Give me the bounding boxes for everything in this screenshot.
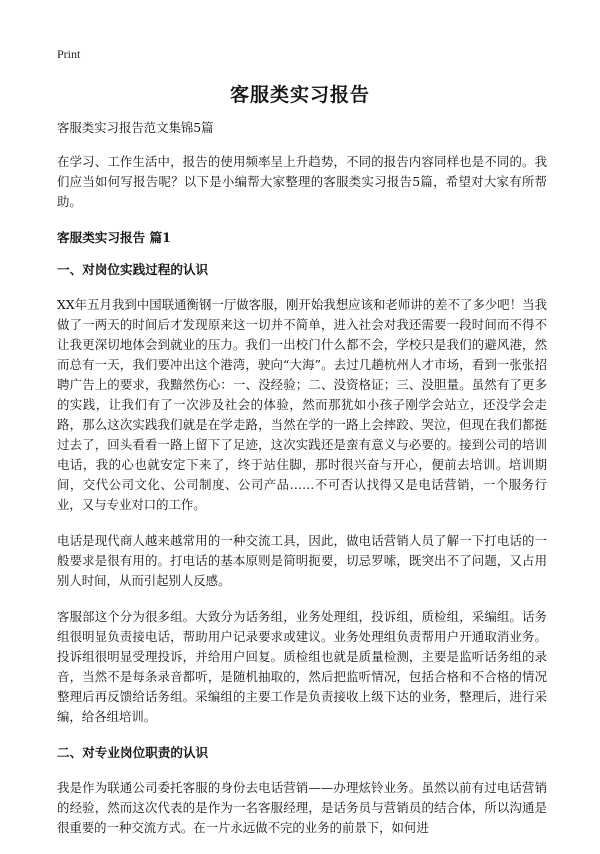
paragraph-duties: 我是作为联通公司委托客服的身份去电话营销——办理炫铃业务。虽然以前有过电话营销的经验，然而这次代表的是作为一名客服经理，是话务员与营销员的结合体，所以沟通是很重要的一种交流方式。在一片永远做不完的业务的前景下，如何进 — [57, 780, 547, 835]
heading-job-practice: 一、对岗位实践过程的认识 — [57, 262, 209, 277]
document-body — [57, 118, 547, 854]
page-title: 客服类实习报告 — [229, 84, 370, 106]
paragraph-departments: 客服部这个分为很多组。大致分为话务组，业务处理组，投诉组，质检组，采编组。话务组很明显负责接电话，帮助用户记录要求或建议。业务处理组负责帮用户开通取消业务。投诉组很明显受理投诉，并给用户回复。质检组也就是质量检测，主要是监听话务组的录音，当然不是每条录音都听，是随机抽取的，然后把监听情况，包括合格和不合格的情况整理后再反馈给话务组。采编组的主要工作是负责接收上级下达的业务，整理后，进行采编，给各组培训。 — [57, 609, 547, 724]
section-title: 客服类实习报告 篇1 — [57, 230, 171, 245]
intro-paragraph: 在学习、工作生活中，报告的使用频率呈上升趋势，不同的报告内容同样也是不同的。我们应当如何写报告呢？以下是小编帮大家整理的客服类实习报告5篇，希望对大家有所帮助。 — [57, 154, 547, 209]
heading-job-duties: 二、对专业岗位职责的认识 — [57, 745, 209, 760]
paragraph-experience: XX年五月我到中国联通衡钢一厅做客服，刚开始我想应该和老师讲的差不了多少吧！当我做了一两天的时间后才发现原来这一切并不简单，进入社会对我还需要一段时间而不得不让我更深切地体会到就业的压力。我们一出校门什么都不会，学校只是我们的避风港，然而总有一天，我们要冲出这个港湾，驶向“大海”。去过几趟杭州人才市场，看到一张张招聘广告上的要求，我黯然伤心：一、没经验；二、没资格证；三、没胆量。虽然有了更多的实践，让我们有了一次涉及社会的体验，然而那犹如小孩子刚学会站立，还没学会走路，那么这次实践我们就是在学走路，当然在学的一路上会摔跤、哭泣，但现在我们都挺过去了，回头看看一路上留下了足迹，这次实践还是蛮有意义与必要的。接到公司的培训电话，我的心也就安定下来了，终于站住脚，那时很兴奋与开心，便前去培训。培训期间，交代公司文化、公司制度、公司产品……不可否认找得又是电话营销，一个服务行业，又与专业对口的工作。 — [57, 297, 547, 512]
paragraph-phone: 电话是现代商人越来越常用的一种交流工具，因此，做电话营销人员了解一下打电话的一般要求是很有用的。打电话的基本原则是简明扼要，切忌罗嗦，既突出不了问题，又占用别人时间，从而引起别人反感。 — [57, 533, 547, 588]
print-label: Print — [57, 47, 81, 61]
document-subtitle: 客服类实习报告范文集锦5篇 — [57, 120, 214, 135]
